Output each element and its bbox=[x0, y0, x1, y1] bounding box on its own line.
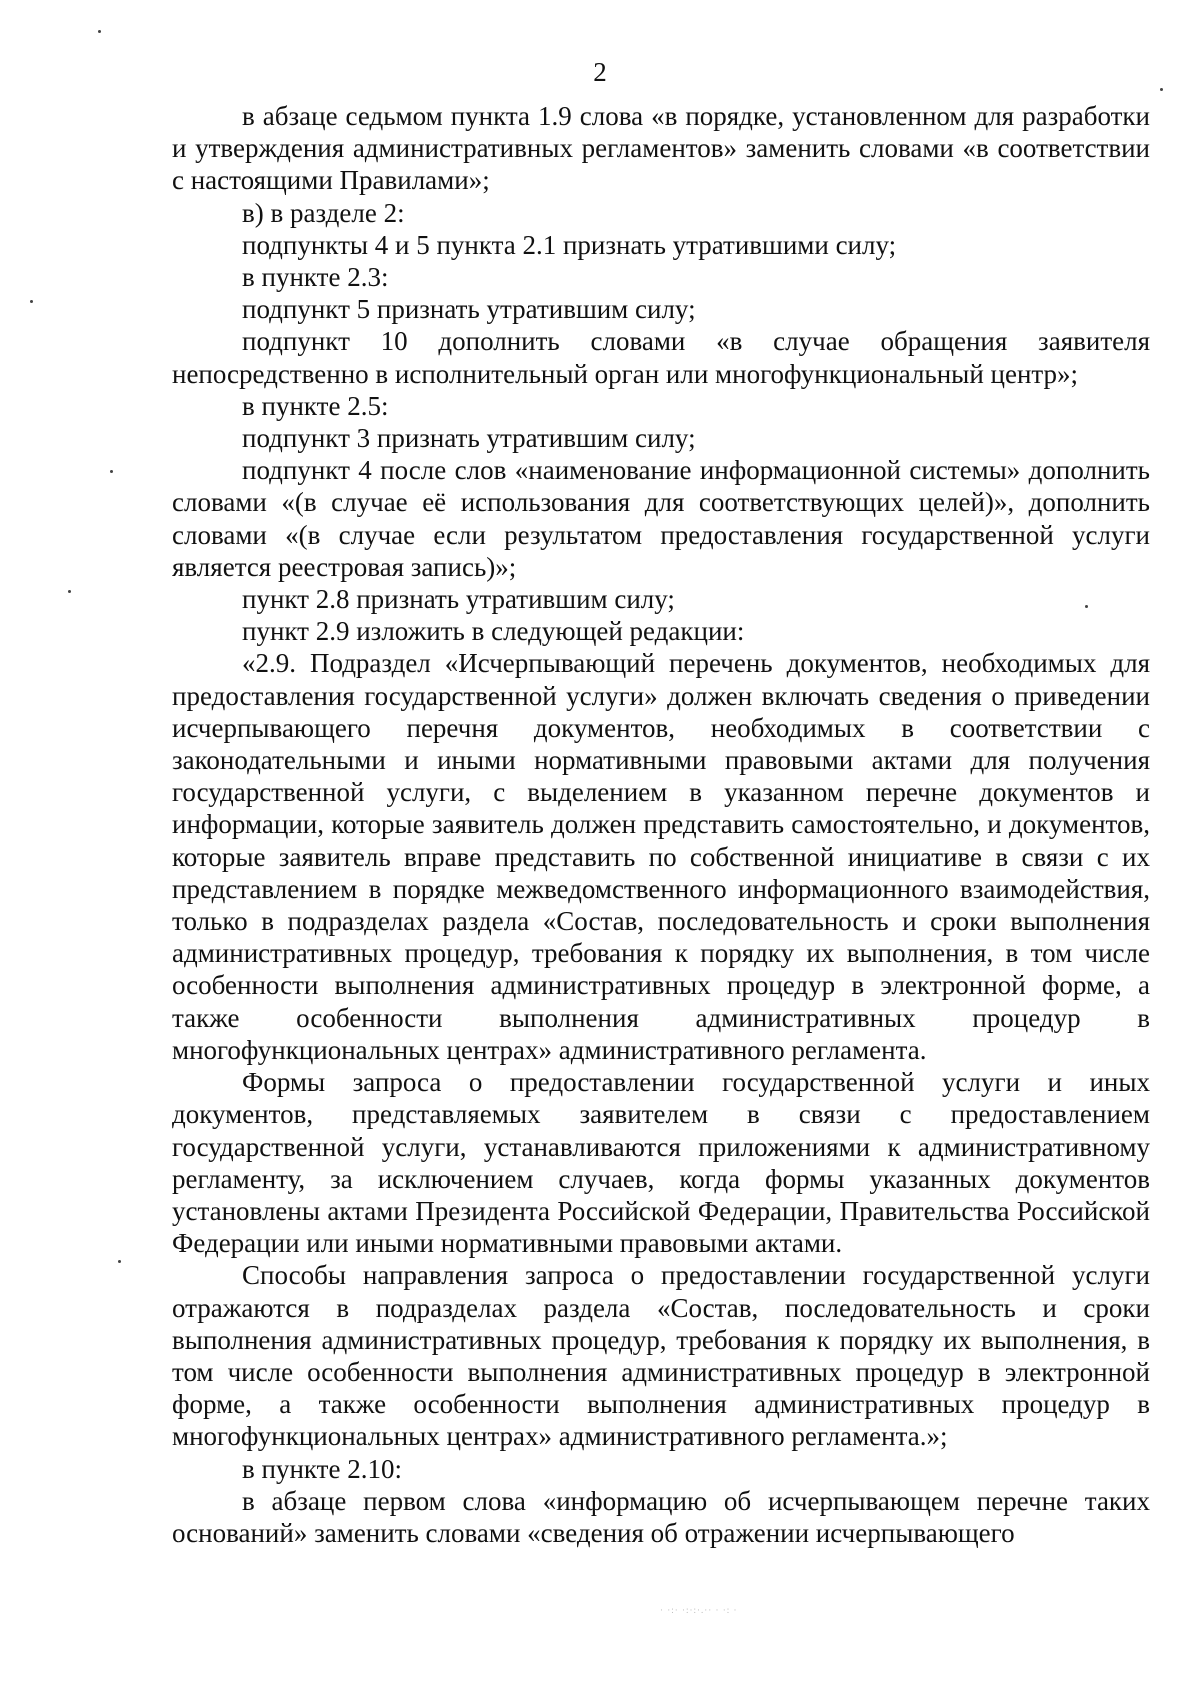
scan-speck bbox=[1160, 88, 1163, 91]
paragraph: в абзаце первом слова «информацию об исчерпывающем перечне таких оснований» заменить словами «сведения об отражении исчерпывающего bbox=[172, 1485, 1150, 1548]
document-body bbox=[172, 100, 1150, 1549]
paragraph: подпункт 4 после слов «наименование информационной системы» дополнить словами «(в случае её использования для соответствующих целей)», дополнить словами «(в случае если результатом предоставления государственной услуги является реестровая запись)»; bbox=[172, 455, 1150, 582]
paragraph: Способы направления запроса о предоставлении государственной услуги отражаются в подразделах раздела «Состав, последовательность и сроки выполнения административных процедур, требования к порядку их выполнения, в том числе особенности выполнения административных процедур в электронной форме, а также особенности выполнения административных процедур в многофункциональных центрах» административного регламента.»; bbox=[172, 1260, 1150, 1452]
scan-speck bbox=[1085, 605, 1088, 608]
paragraph: Формы запроса о предоставлении государственной услуги и иных документов, представляемых заявителем в связи с предоставлением государственной услуги, устанавливаются приложениями к административному регламенту, за исключением случаев, когда формы указанных документов установлены актами Президента Российской Федерации, Правительства Российской Федерации или иными нормативными правовыми актами. bbox=[172, 1067, 1150, 1259]
paragraph: пункт 2.9 изложить в следующей редакции: bbox=[242, 616, 745, 647]
scan-speck bbox=[118, 1260, 121, 1263]
scan-speck bbox=[68, 590, 71, 593]
paragraph: в) в разделе 2: bbox=[242, 197, 405, 228]
paragraph: подпункт 3 признать утратившим силу; bbox=[242, 423, 696, 454]
paragraph: «2.9. Подраздел «Исчерпывающий перечень документов, необходимых для предоставления государственной услуги» должен включать сведения о приведении исчерпывающего перечня документов, необходимых в соответствии с законодательными и иными нормативными правовыми актами для получения государственной услуги, с выделением в указанном перечне документов и информации, которые заявитель должен представить самостоятельно, и документов, которые заявитель вправе представить по собственной инициативе в связи с их представлением в порядке межведомственного информационного взаимодействия, только в подразделах раздела «Состав, последовательность и сроки выполнения административных процедур, требования к порядку их выполнения, в том числе особенности выполнения административных процедур в электронной форме, а также особенности выполнения административных процедур в многофункциональных центрах» административного регламента. bbox=[172, 648, 1150, 1065]
scan-speck bbox=[98, 30, 101, 33]
paragraph: подпункт 10 дополнить словами «в случае обращения заявителя непосредственно в исполнительный орган или многофункциональный центр»; bbox=[172, 326, 1150, 389]
scan-speck bbox=[30, 300, 33, 303]
paragraph: пункт 2.8 признать утратившим силу; bbox=[242, 584, 675, 615]
paragraph: в пункте 2.10: bbox=[242, 1453, 402, 1484]
page-number: 2 bbox=[593, 57, 607, 87]
paragraph: в пункте 2.3: bbox=[242, 262, 389, 293]
scan-speck bbox=[110, 470, 113, 473]
paragraph: в пункте 2.5: bbox=[242, 390, 389, 421]
paragraph: подпункты 4 и 5 пункта 2.1 признать утратившими силу; bbox=[242, 229, 897, 260]
paragraph: в абзаце седьмом пункта 1.9 слова «в порядке, установленном для разработки и утверждения административных регламентов» заменить словами «в соответствии с настоящими Правилами»; bbox=[172, 101, 1150, 196]
paragraph: подпункт 5 признать утратившим силу; bbox=[242, 294, 696, 325]
scan-noise: · ·:· ·:·:·.·· · ·: · bbox=[660, 1605, 738, 1615]
